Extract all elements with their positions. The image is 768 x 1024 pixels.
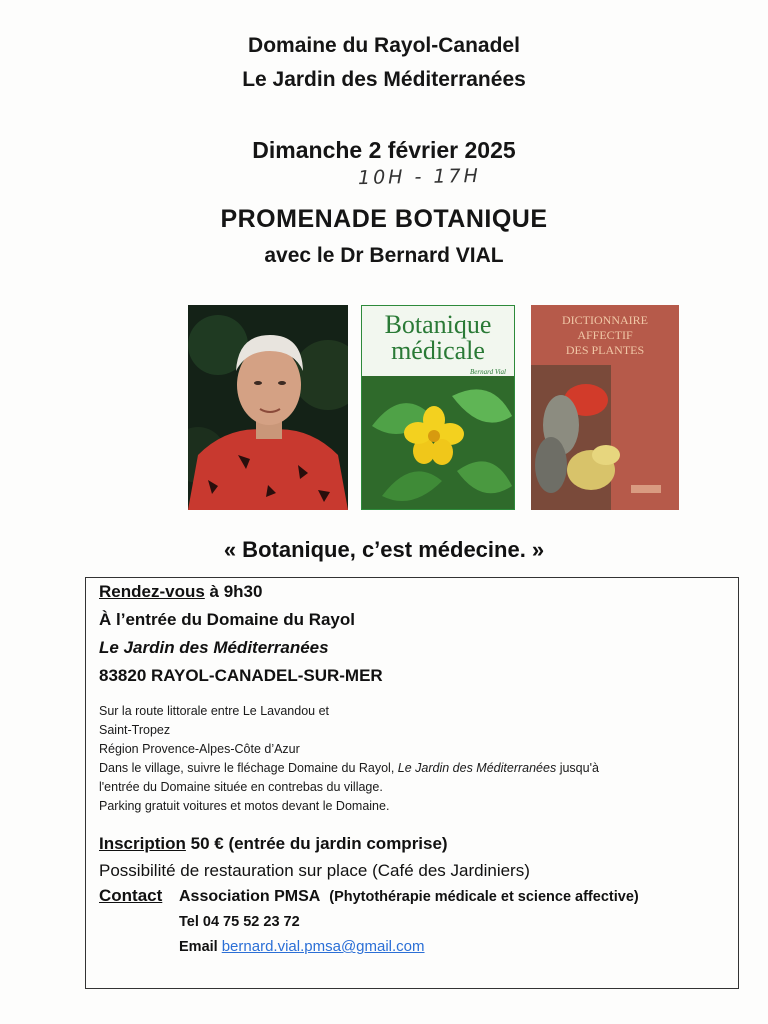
place-line3: 83820 RAYOL-CANADEL-SUR-MER <box>99 666 383 685</box>
directions-line4-a: Dans le village, suivre le fléchage Domaine du Rayol, <box>99 761 398 775</box>
header-title-line2: Le Jardin des Méditerranées <box>242 68 526 91</box>
inscription-price: 50 € (entrée du jardin comprise) <box>185 834 448 853</box>
book-cover-botanique-medicale <box>361 305 515 510</box>
rendezvous-line <box>99 582 262 602</box>
inscription-label: Inscription <box>99 834 186 853</box>
book-cover-dictionnaire-affectif <box>531 305 679 510</box>
rendezvous-label: Rendez-vous <box>99 582 205 601</box>
contact-phone: Tel 04 75 52 23 72 <box>179 914 300 930</box>
book1-title-line1: Botanique <box>384 310 492 339</box>
info-box <box>85 577 739 989</box>
directions-line2: Saint-Tropez <box>99 723 171 737</box>
book2-title-line1: DICTIONNAIRE <box>562 313 648 327</box>
speaker-portrait-photo <box>188 305 348 510</box>
inscription-line <box>99 834 448 854</box>
directions-line4-b: Le Jardin des Méditerranées <box>397 761 557 775</box>
event-date: Dimanche 2 février 2025 <box>252 137 516 163</box>
directions-line1: Sur la route littorale entre Le Lavandou et <box>99 704 330 718</box>
restauration-line: Possibilité de restauration sur place (Café des Jardiniers) <box>99 861 530 880</box>
association-name: Association PMSA <box>179 888 321 905</box>
handwritten-hours: 10H - 17H <box>357 164 482 190</box>
header-title-line1: Domaine du Rayol-Canadel <box>248 34 520 57</box>
place-line1: À l’entrée du Domaine du Rayol <box>99 610 355 629</box>
rendezvous-time: à 9h30 <box>204 582 263 601</box>
directions-line3: Région Provence-Alpes-Côte d’Azur <box>99 742 300 756</box>
contact-email-line <box>179 938 425 955</box>
association-line <box>179 888 639 906</box>
contact-label: Contact <box>99 886 163 905</box>
book2-title-line2: AFFECTIF <box>577 328 633 342</box>
book1-title-line2: médicale <box>391 336 485 365</box>
directions-line6: Parking gratuit voitures et motos devant le Domaine. <box>99 799 390 813</box>
place-line2: Le Jardin des Méditerranées <box>99 638 329 657</box>
email-label: Email <box>179 939 222 955</box>
email-link[interactable]: bernard.vial.pmsa@gmail.com <box>221 938 425 955</box>
quote: « Botanique, c’est médecine. » <box>223 537 545 562</box>
book1-author: Bernard Vial <box>470 368 506 376</box>
association-desc: (Phytothérapie médicale et science affective) <box>329 889 639 905</box>
event-speaker: avec le Dr Bernard VIAL <box>264 244 504 267</box>
directions-line4 <box>99 761 599 775</box>
book2-title-line3: DES PLANTES <box>565 343 645 357</box>
directions-line5: l'entrée du Domaine située en contrebas du village. <box>99 780 383 794</box>
directions-line4-c: jusqu'à <box>556 761 599 775</box>
event-title: PROMENADE BOTANIQUE <box>220 205 548 233</box>
